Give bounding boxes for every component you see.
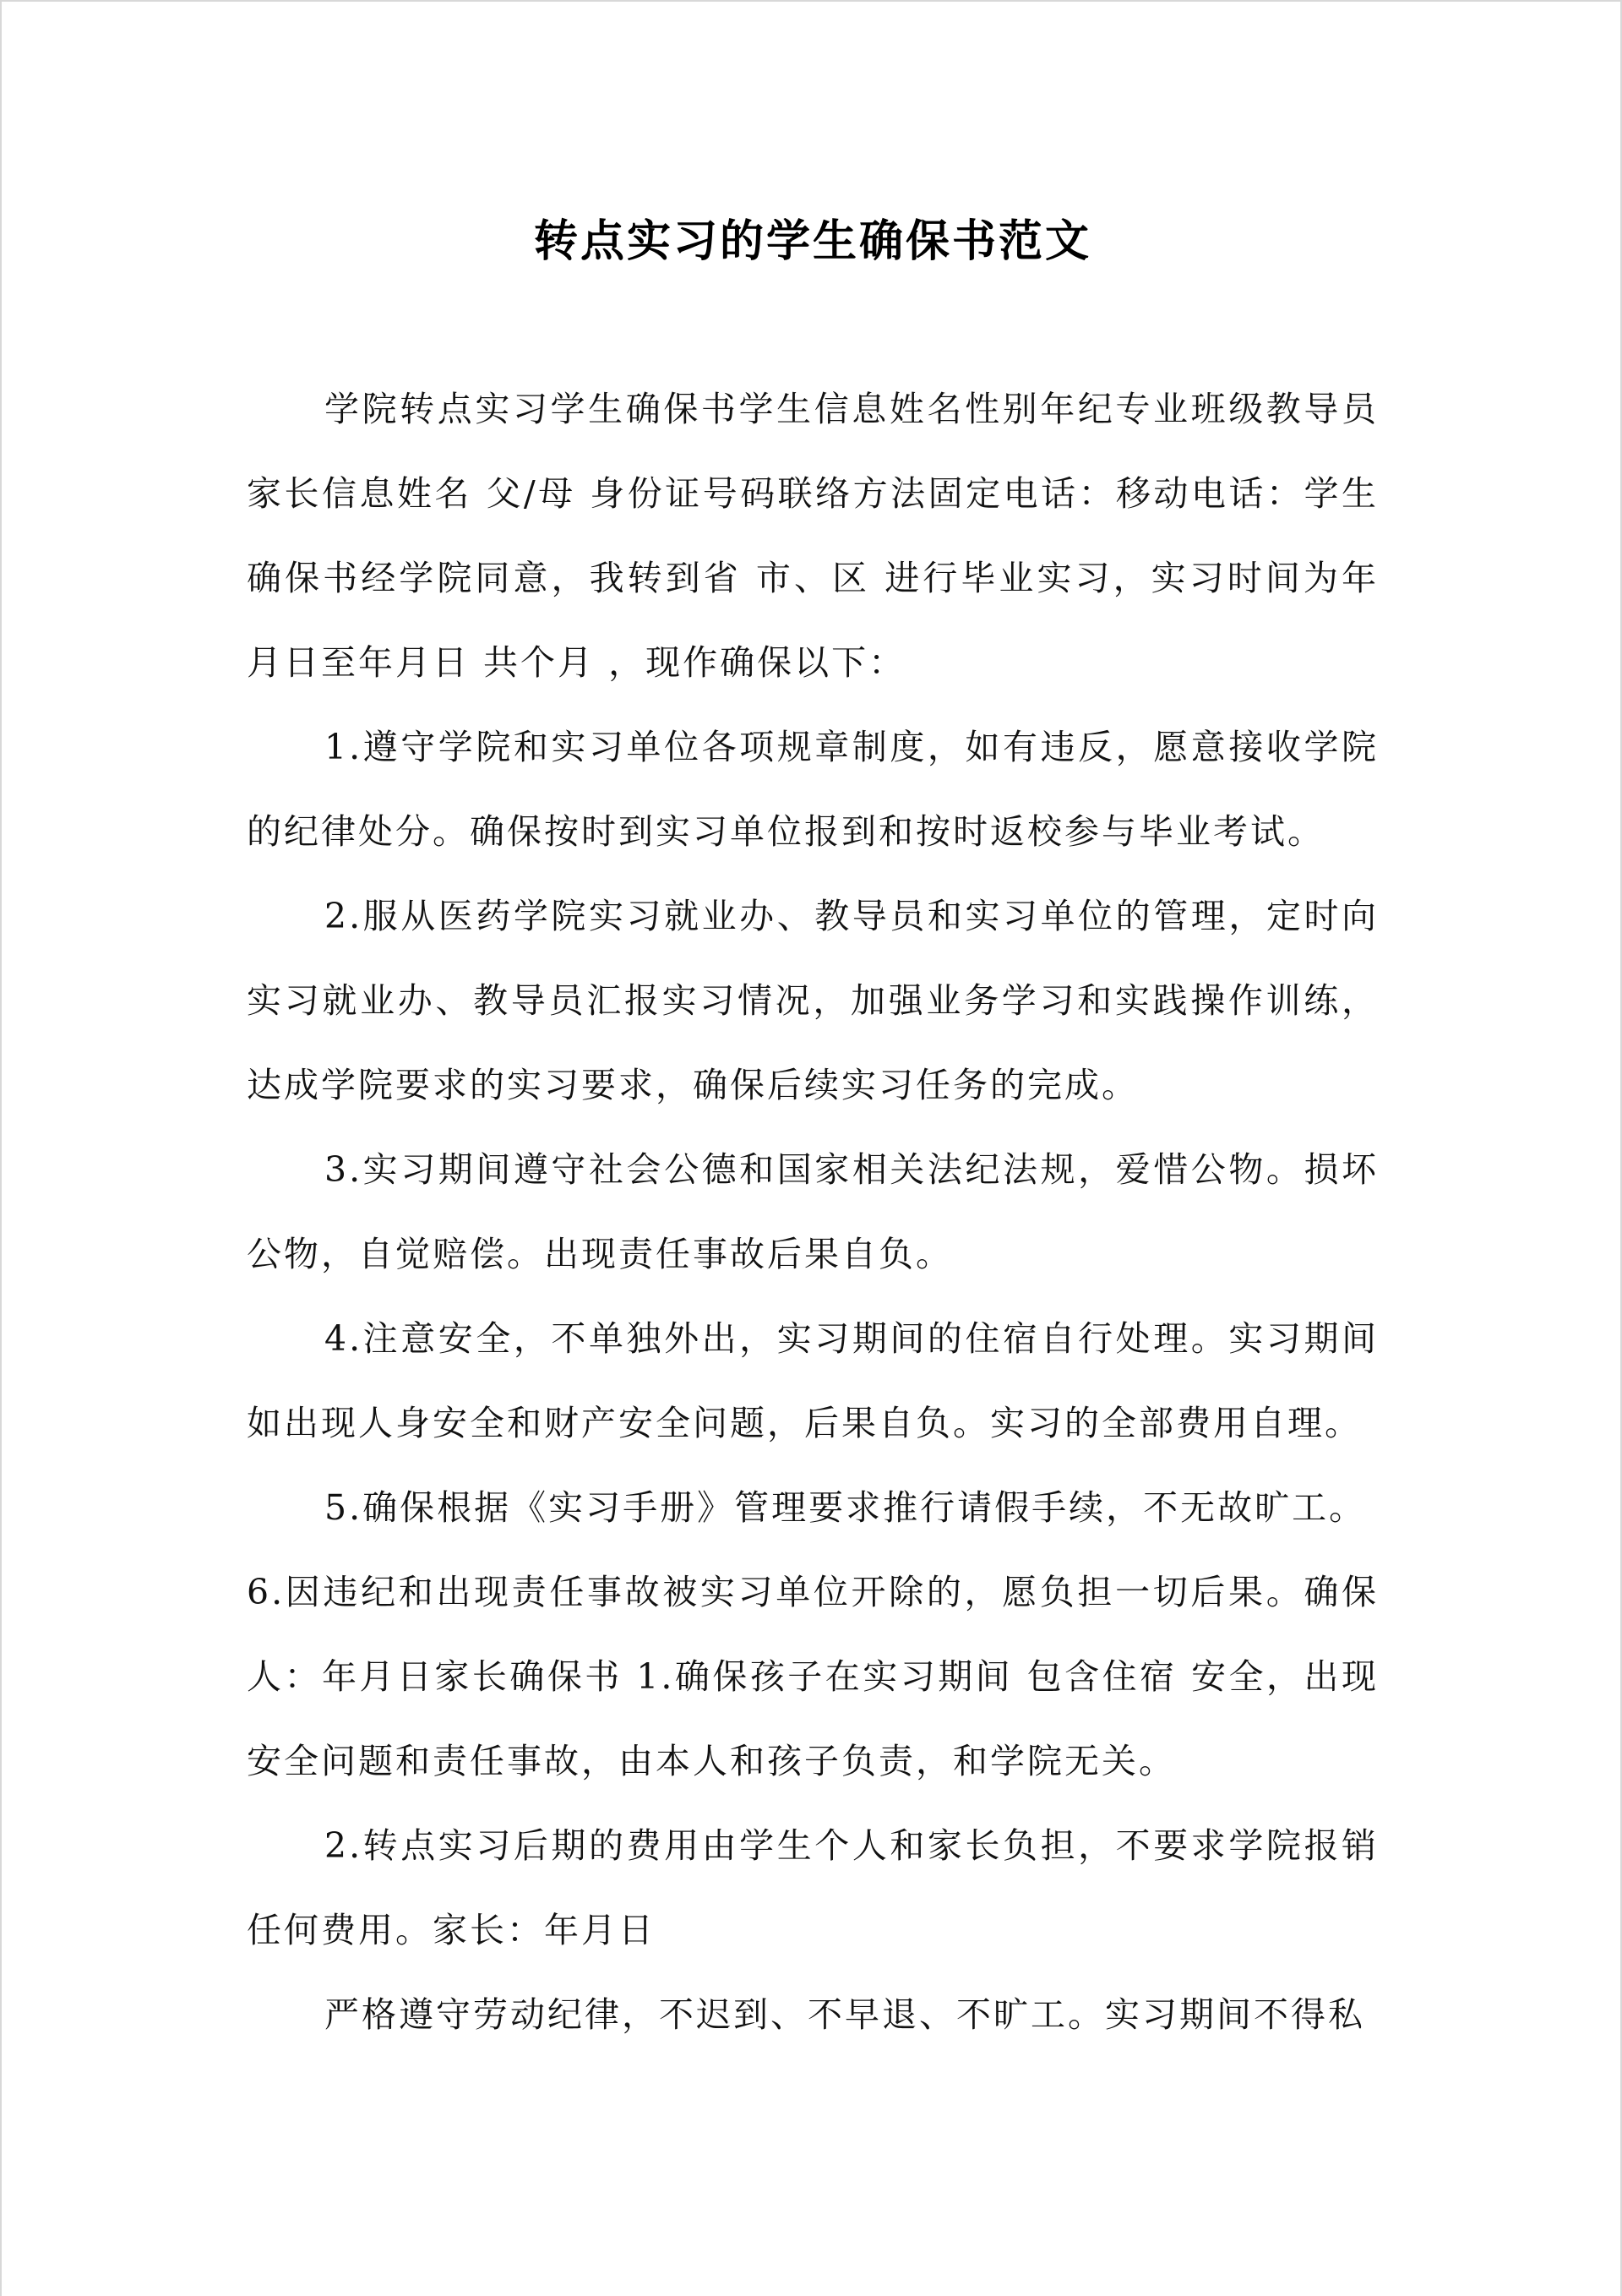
paragraph-item-3: 3.实习期间遵守社会公德和国家相关法纪法规，爱惜公物。损坏公物，自觉赔偿。出现责任事故后果自负。 xyxy=(247,1149,1379,1274)
paragraph-item-1: 1.遵守学院和实习单位各项规章制度，如有违反，愿意接收学院的纪律处分。确保按时到实习单位报到和按时返校参与毕业考试。 xyxy=(247,727,1379,852)
paragraph-item-2: 2.服从医药学院实习就业办、教导员和实习单位的管理，定时向实习就业办、教导员汇报实习情况，加强业务学习和实践操作训练，达成学院要求的实习要求，确保后续实习任务的完成。 xyxy=(247,896,1379,1105)
paragraph-discipline: 严格遵守劳动纪律，不迟到、不早退、不旷工。实习期间不得私 xyxy=(324,1994,1365,2035)
document-body xyxy=(247,367,1379,2057)
document-title: 转点实习的学生确保书范文 xyxy=(533,215,1091,267)
paragraph-item-4: 4.注意安全，不单独外出，实习期间的住宿自行处理。实习期间如出现人身安全和财产安全问题，后果自负。实习的全部费用自理。 xyxy=(247,1318,1379,1443)
paragraph-item-6-parent-pledge: 6.因违纪和出现责任事故被实习单位开除的，愿负担一切后果。确保人：年月日家长确保书 1.确保孩子在实习期间 包含住宿 安全，出现安全问题和责任事故，由本人和孩子负责，和学院无关。 xyxy=(247,1572,1379,1781)
paragraph-item-5: 5.确保根据《实习手册》管理要求推行请假手续，不无故旷工。 xyxy=(324,1487,1367,1528)
paragraph-intro: 学院转点实习学生确保书学生信息姓名性别年纪专业班级教导员家长信息姓名 父/母 身份证号码联络方法固定电话：移动电话：学生确保书经学院同意，我转到省 市、区 进行毕业实习，实习时间为年月日至年月日 共个月 ，现作确保以下： xyxy=(247,389,1379,683)
paragraph-parent-item-2: 2.转点实习后期的费用由学生个人和家长负担，不要求学院报销任何费用。家长：年月日 xyxy=(247,1825,1379,1950)
